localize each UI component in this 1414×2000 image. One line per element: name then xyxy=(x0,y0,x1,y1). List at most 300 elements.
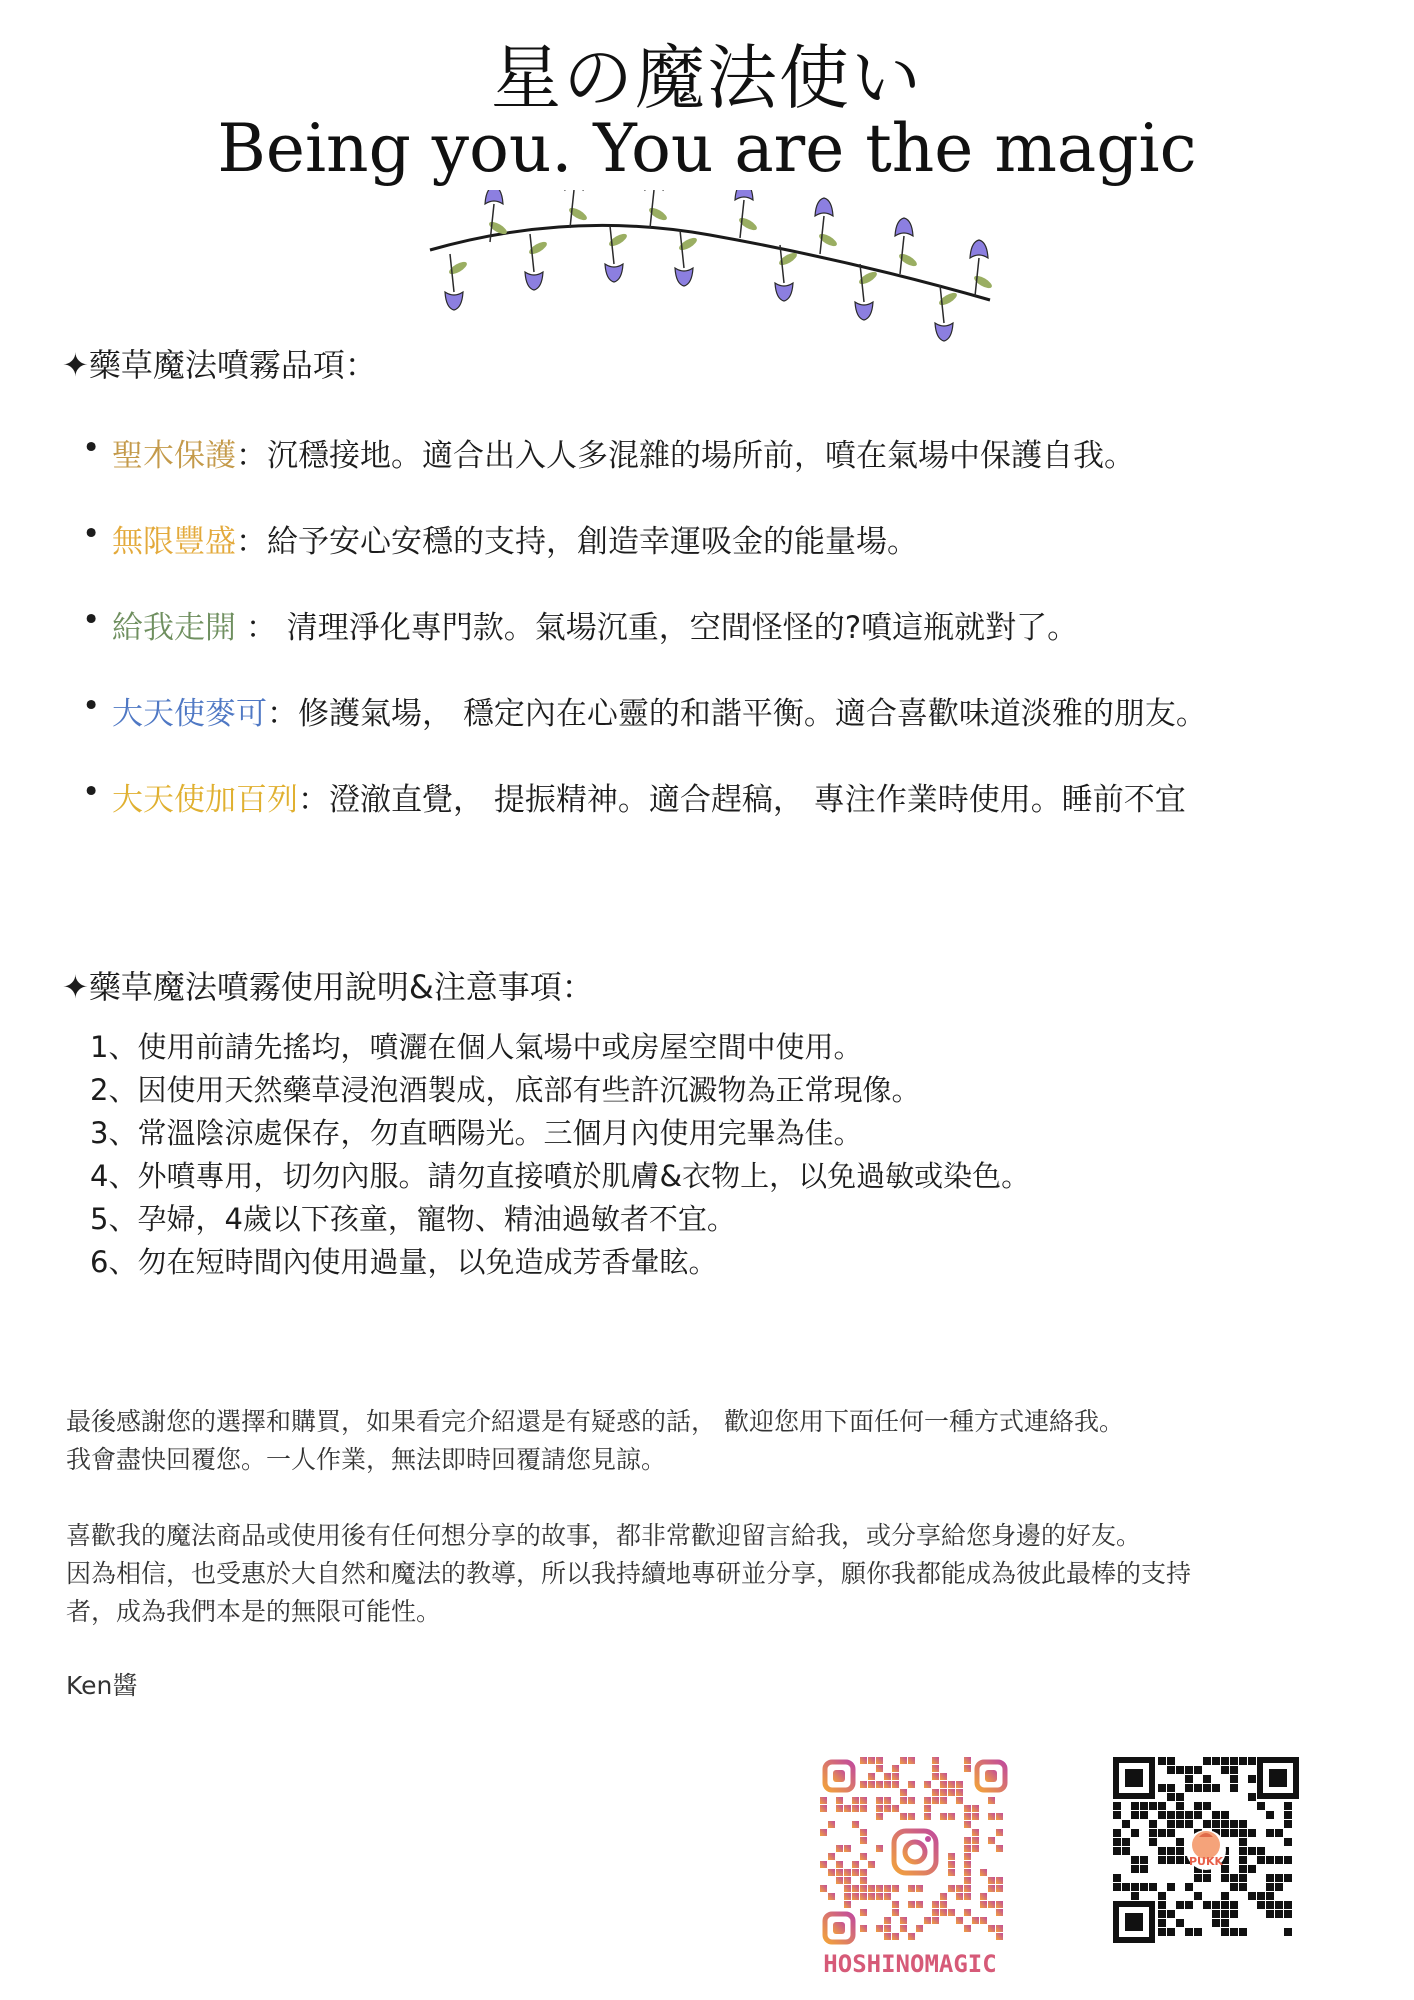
qr-module xyxy=(1221,1919,1229,1927)
qr-module xyxy=(1203,1784,1211,1792)
qr-module xyxy=(964,1925,971,1932)
instructions-list xyxy=(90,1025,1030,1283)
closing-line: 者，成為我們本是的無限可能性。 xyxy=(66,1597,442,1626)
qr-module xyxy=(996,1901,1003,1908)
qr-module xyxy=(948,1781,955,1788)
qr-module xyxy=(1284,1928,1292,1936)
qr-module xyxy=(988,1813,995,1820)
qr-module xyxy=(1167,1757,1175,1765)
qr-module xyxy=(860,1877,867,1884)
product-name: 大天使麥可 xyxy=(112,696,267,732)
product-name: 給我走開 xyxy=(112,610,236,646)
instruction-item: 6、勿在短時間內使用過量，以免造成芳香暈眩。 xyxy=(90,1245,718,1279)
qr-module xyxy=(852,1861,859,1868)
qr-module xyxy=(916,1925,923,1932)
qr-module xyxy=(884,1925,891,1932)
product-name: 無限豐盛 xyxy=(112,524,236,560)
qr-module xyxy=(1275,1883,1283,1891)
line-qr-code[interactable] xyxy=(1113,1757,1299,1943)
qr-module xyxy=(1149,1838,1157,1846)
qr-module xyxy=(1176,1901,1184,1909)
qr-module xyxy=(1230,1928,1238,1936)
qr-module xyxy=(1284,1874,1292,1882)
instruction-item: 4、外噴專用，切勿內服。請勿直接噴於肌膚&衣物上，以免過敏或染色。 xyxy=(90,1159,1031,1193)
qr-module xyxy=(1266,1874,1274,1882)
qr-module xyxy=(932,1901,939,1908)
qr-module xyxy=(1230,1883,1238,1891)
qr-module xyxy=(868,1885,875,1892)
qr-module xyxy=(868,1861,875,1868)
qr-module xyxy=(852,1885,859,1892)
qr-module xyxy=(1113,1802,1121,1810)
qr-module xyxy=(860,1885,867,1892)
qr-module xyxy=(844,1893,851,1900)
qr-module xyxy=(868,1757,875,1764)
qr-module xyxy=(1248,1865,1256,1873)
qr-module xyxy=(1221,1874,1229,1882)
qr-module xyxy=(884,1933,891,1940)
qr-module xyxy=(1158,1919,1166,1927)
qr-module xyxy=(996,1885,1003,1892)
qr-module xyxy=(964,1813,971,1820)
qr-module xyxy=(1266,1856,1274,1864)
qr-module xyxy=(1230,1901,1238,1909)
qr-module xyxy=(1194,1892,1202,1900)
qr-module xyxy=(860,1925,867,1932)
qr-module xyxy=(1113,1811,1121,1819)
qr-module xyxy=(1113,1883,1121,1891)
qr-module xyxy=(1149,1829,1157,1837)
qr-module xyxy=(972,1917,979,1924)
qr-module xyxy=(1230,1784,1238,1792)
qr-module xyxy=(892,1773,899,1780)
qr-module xyxy=(1221,1829,1229,1837)
qr-module xyxy=(972,1837,979,1844)
qr-module xyxy=(1194,1784,1202,1792)
qr-module xyxy=(972,1845,979,1852)
qr-module xyxy=(964,1805,971,1812)
qr-module xyxy=(1158,1811,1166,1819)
qr-module xyxy=(1230,1910,1238,1918)
qr-module xyxy=(836,1869,843,1876)
qr-module xyxy=(1248,1793,1256,1801)
qr-module xyxy=(940,1789,947,1796)
product-item xyxy=(82,602,1079,647)
bell-flower-shape xyxy=(970,240,988,258)
qr-module xyxy=(1266,1910,1274,1918)
qr-module xyxy=(1176,1820,1184,1828)
qr-module xyxy=(860,1805,867,1812)
qr-module xyxy=(932,1797,939,1804)
qr-module xyxy=(820,1885,827,1892)
qr-module xyxy=(1167,1910,1175,1918)
qr-module xyxy=(1221,1820,1229,1828)
closing-paragraph-1 xyxy=(66,1403,1366,1479)
qr-module xyxy=(1158,1901,1166,1909)
instructions-heading: ✦藥草魔法噴霧使用說明&注意事項： xyxy=(62,968,594,1006)
qr-module xyxy=(908,1797,915,1804)
qr-module xyxy=(940,1813,947,1820)
qr-module xyxy=(900,1917,907,1924)
qr-module xyxy=(1248,1892,1256,1900)
qr-module xyxy=(1212,1919,1220,1927)
qr-module xyxy=(900,1797,907,1804)
qr-module xyxy=(1257,1892,1265,1900)
qr-module xyxy=(1194,1811,1202,1819)
qr-module xyxy=(892,1805,899,1812)
product-desc: 清理淨化專門款。氣場沉重，空間怪怪的?噴這瓶就對了。 xyxy=(286,610,1079,646)
qr-module xyxy=(996,1909,1003,1916)
closing-line: 喜歡我的魔法商品或使用後有任何想分享的故事，都非常歡迎留言給我，或分享給您身邊的好友。 xyxy=(66,1521,1142,1550)
qr-module xyxy=(844,1805,851,1812)
qr-module xyxy=(948,1869,955,1876)
qr-module xyxy=(876,1893,883,1900)
qr-module xyxy=(1185,1901,1193,1909)
bell-flower-shape xyxy=(485,190,503,204)
bell-flower-shape xyxy=(445,292,463,310)
qr-module xyxy=(996,1813,1003,1820)
qr-module xyxy=(956,1789,963,1796)
qr-module xyxy=(876,1805,883,1812)
bullet-icon: • xyxy=(82,430,101,466)
qr-module xyxy=(1212,1784,1220,1792)
qr-module xyxy=(1113,1847,1121,1855)
qr-module xyxy=(900,1789,907,1796)
qr-module xyxy=(1158,1829,1166,1837)
closing-line: 因為相信，也受惠於大自然和魔法的教導，所以我持續地專研並分享，願你我都能成為彼此最棒的支持 xyxy=(66,1559,1192,1588)
qr-module xyxy=(1239,1847,1247,1855)
qr-module xyxy=(1176,1811,1184,1819)
closing-line: 最後感謝您的選擇和購買，如果看完介紹還是有疑惑的話， 歡迎您用下面任何一種方式連絡我。 xyxy=(66,1407,1124,1436)
qr-module xyxy=(1230,1874,1238,1882)
qr-module xyxy=(924,1781,931,1788)
qr-module xyxy=(932,1789,939,1796)
qr-module xyxy=(1194,1874,1202,1882)
product-desc: 沉穩接地。適合出入人多混雜的場所前，噴在氣場中保護自我。 xyxy=(267,438,1135,474)
qr-module xyxy=(876,1813,883,1820)
qr-module xyxy=(1176,1766,1184,1774)
qr-module xyxy=(1113,1874,1121,1882)
qr-module xyxy=(956,1781,963,1788)
qr-module xyxy=(820,1805,827,1812)
qr-module xyxy=(1221,1901,1229,1909)
qr-module xyxy=(932,1757,939,1764)
qr-module xyxy=(1194,1802,1202,1810)
qr-module xyxy=(996,1877,1003,1884)
qr-module xyxy=(1239,1874,1247,1882)
qr-module xyxy=(1140,1811,1148,1819)
qr-module xyxy=(836,1845,843,1852)
qr-module xyxy=(1284,1910,1292,1918)
qr-module xyxy=(908,1901,915,1908)
bell-flower-shape xyxy=(815,198,833,216)
qr-module xyxy=(860,1853,867,1860)
qr-module xyxy=(836,1805,843,1812)
qr-module xyxy=(996,1925,1003,1932)
qr-module xyxy=(1266,1811,1274,1819)
product-item xyxy=(82,516,918,561)
qr-module xyxy=(1248,1775,1256,1783)
qr-module xyxy=(1158,1856,1166,1864)
qr-module xyxy=(1257,1901,1265,1909)
qr-module xyxy=(932,1909,939,1916)
qr-module xyxy=(860,1829,867,1836)
qr-module xyxy=(956,1797,963,1804)
page-title-en: Being you. You are the magic xyxy=(217,110,1197,187)
qr-module xyxy=(868,1781,875,1788)
product-item xyxy=(82,688,1207,733)
qr-module xyxy=(860,1797,867,1804)
qr-module xyxy=(1203,1874,1211,1882)
qr-module xyxy=(1167,1811,1175,1819)
qr-module xyxy=(1167,1847,1175,1855)
qr-module xyxy=(1176,1802,1184,1810)
qr-module xyxy=(1131,1892,1139,1900)
qr-module xyxy=(1194,1928,1202,1936)
qr-module xyxy=(1230,1820,1238,1828)
qr-module xyxy=(884,1781,891,1788)
qr-module xyxy=(948,1789,955,1796)
qr-module xyxy=(956,1893,963,1900)
qr-module xyxy=(1194,1766,1202,1774)
qr-module xyxy=(908,1813,915,1820)
qr-module xyxy=(948,1861,955,1868)
qr-module xyxy=(844,1869,851,1876)
qr-module xyxy=(988,1901,995,1908)
qr-module xyxy=(1239,1838,1247,1846)
qr-module xyxy=(1203,1757,1211,1765)
qr-module xyxy=(972,1805,979,1812)
qr-module xyxy=(1131,1811,1139,1819)
qr-module xyxy=(980,1893,987,1900)
qr-module xyxy=(820,1861,827,1868)
qr-module xyxy=(940,1797,947,1804)
qr-module xyxy=(1185,1775,1193,1783)
qr-module xyxy=(940,1773,947,1780)
qr-module xyxy=(1275,1901,1283,1909)
qr-module xyxy=(924,1805,931,1812)
qr-module xyxy=(996,1933,1003,1940)
qr-module xyxy=(1266,1829,1274,1837)
qr-module xyxy=(1284,1820,1292,1828)
qr-module xyxy=(1239,1829,1247,1837)
qr-module xyxy=(1284,1901,1292,1909)
qr-module xyxy=(876,1797,883,1804)
product-name: 聖木保護 xyxy=(112,438,236,474)
qr-module xyxy=(868,1773,875,1780)
qr-module xyxy=(876,1765,883,1772)
qr-module xyxy=(860,1869,867,1876)
qr-module xyxy=(908,1757,915,1764)
qr-module xyxy=(1113,1829,1121,1837)
qr-module xyxy=(900,1813,907,1820)
qr-module xyxy=(924,1797,931,1804)
qr-module xyxy=(1167,1793,1175,1801)
qr-module xyxy=(964,1765,971,1772)
product-desc: 澄澈直覺， 提振精神。適合趕稿， 專注作業時使用。睡前不宜 xyxy=(329,782,1186,818)
bullet-icon: • xyxy=(82,602,101,638)
qr-module xyxy=(1266,1892,1274,1900)
qr-module xyxy=(948,1813,955,1820)
qr-module xyxy=(844,1845,851,1852)
qr-module xyxy=(892,1901,899,1908)
qr-module xyxy=(964,1909,971,1916)
qr-module xyxy=(940,1781,947,1788)
product-desc: 修護氣場， 穩定內在心靈的和諧平衡。適合喜歡味道淡雅的朋友。 xyxy=(298,696,1207,732)
qr-module xyxy=(1275,1874,1283,1882)
qr-module xyxy=(1158,1910,1166,1918)
qr-module xyxy=(1149,1820,1157,1828)
closing-paragraph-2 xyxy=(66,1517,1366,1631)
qr-module xyxy=(828,1893,835,1900)
qr-module xyxy=(908,1781,915,1788)
qr-module xyxy=(1158,1892,1166,1900)
bell-flower-shape xyxy=(855,302,873,320)
qr-module xyxy=(1167,1856,1175,1864)
qr-module xyxy=(1284,1838,1292,1846)
qr-module xyxy=(828,1869,835,1876)
qr-module xyxy=(852,1797,859,1804)
qr-module xyxy=(1239,1820,1247,1828)
instruction-item: 1、使用前請先搖均，噴灑在個人氣場中或房屋空間中使用。 xyxy=(90,1030,863,1064)
product-sep: ： xyxy=(236,610,287,646)
qr-module xyxy=(1113,1838,1121,1846)
qr-module xyxy=(964,1845,971,1852)
product-sep: ： xyxy=(236,524,267,560)
qr-module xyxy=(1185,1766,1193,1774)
instagram-qr-code[interactable] xyxy=(820,1757,1010,1947)
qr-module xyxy=(844,1901,851,1908)
qr-module xyxy=(988,1837,995,1844)
qr-module xyxy=(1230,1757,1238,1765)
qr-module xyxy=(860,1893,867,1900)
qr-module xyxy=(964,1837,971,1844)
qr-module xyxy=(868,1893,875,1900)
bell-flower-shape xyxy=(935,323,953,341)
qr-module xyxy=(1212,1910,1220,1918)
page-title-jp: 星の魔法使い xyxy=(491,37,923,119)
qr-module xyxy=(1158,1784,1166,1792)
bell-flower-shape xyxy=(735,190,753,200)
qr-module xyxy=(1185,1820,1193,1828)
qr-module xyxy=(860,1757,867,1764)
instagram-handle: HOSHINOMAGIC xyxy=(823,1950,997,1978)
qr-module xyxy=(996,1845,1003,1852)
qr-module xyxy=(892,1885,899,1892)
product-desc: 給予安心安穩的支持，創造幸運吸金的能量場。 xyxy=(267,524,918,560)
qr-module xyxy=(1176,1856,1184,1864)
qr-module xyxy=(836,1877,843,1884)
qr-module xyxy=(884,1805,891,1812)
bell-flower-shape xyxy=(675,268,693,286)
qr-module xyxy=(852,1821,859,1828)
qr-module xyxy=(1221,1766,1229,1774)
qr-module xyxy=(876,1925,883,1932)
product-name: 大天使加百列 xyxy=(112,782,298,818)
qr-module xyxy=(980,1901,987,1908)
qr-module xyxy=(1266,1883,1274,1891)
qr-module xyxy=(1221,1910,1229,1918)
products-heading: ✦藥草魔法噴霧品項： xyxy=(62,346,377,384)
qr-module xyxy=(1131,1802,1139,1810)
qr-module xyxy=(1212,1757,1220,1765)
qr-module xyxy=(1131,1865,1139,1873)
instruction-item: 2、因使用天然藥草浸泡酒製成，底部有些許沉澱物為正常現像。 xyxy=(90,1073,921,1107)
qr-module xyxy=(956,1885,963,1892)
qr-module xyxy=(1176,1838,1184,1846)
qr-module xyxy=(820,1797,827,1804)
qr-module xyxy=(860,1837,867,1844)
qr-module xyxy=(1239,1757,1247,1765)
bullet-icon: • xyxy=(82,774,101,810)
qr-module xyxy=(1239,1883,1247,1891)
qr-module xyxy=(980,1917,987,1924)
qr-module xyxy=(1140,1802,1148,1810)
mascot-label: PUKK xyxy=(1188,1855,1224,1868)
qr-module xyxy=(1167,1820,1175,1828)
product-item xyxy=(82,774,1186,819)
qr-module xyxy=(1167,1829,1175,1837)
qr-module xyxy=(884,1773,891,1780)
qr-module xyxy=(1131,1883,1139,1891)
qr-module xyxy=(1221,1928,1229,1936)
signature: Ken醬 xyxy=(66,1671,138,1700)
qr-module xyxy=(820,1829,827,1836)
qr-module xyxy=(1158,1757,1166,1765)
qr-module xyxy=(852,1805,859,1812)
bullet-icon: • xyxy=(82,516,101,552)
qr-module xyxy=(964,1861,971,1868)
qr-module xyxy=(964,1821,971,1828)
qr-module xyxy=(1212,1820,1220,1828)
qr-module xyxy=(1275,1829,1283,1837)
qr-module xyxy=(884,1917,891,1924)
qr-module xyxy=(1122,1883,1130,1891)
instruction-item: 3、常溫陰涼處保存，勿直晒陽光。三個月內使用完畢為佳。 xyxy=(90,1116,863,1150)
qr-module xyxy=(964,1885,971,1892)
qr-module xyxy=(1140,1865,1148,1873)
qr-module xyxy=(932,1765,939,1772)
qr-module xyxy=(1131,1856,1139,1864)
qr-module xyxy=(1212,1811,1220,1819)
qr-module xyxy=(884,1893,891,1900)
qr-module xyxy=(1203,1901,1211,1909)
qr-module xyxy=(964,1869,971,1876)
qr-module xyxy=(908,1933,915,1940)
qr-module xyxy=(924,1813,931,1820)
qr-module xyxy=(940,1909,947,1916)
qr-module xyxy=(940,1901,947,1908)
bell-flower-shape xyxy=(525,272,543,290)
qr-module xyxy=(932,1773,939,1780)
bell-flower-shape xyxy=(895,218,913,236)
qr-module xyxy=(916,1885,923,1892)
product-sep: ： xyxy=(298,782,329,818)
qr-module xyxy=(916,1901,923,1908)
qr-module xyxy=(1167,1928,1175,1936)
qr-module xyxy=(828,1853,835,1860)
product-sep: ： xyxy=(236,438,267,474)
bullet-icon: • xyxy=(82,688,101,724)
qr-module xyxy=(972,1829,979,1836)
qr-module xyxy=(1248,1847,1256,1855)
qr-module xyxy=(1149,1802,1157,1810)
qr-module xyxy=(1140,1883,1148,1891)
flower-garland-illustration xyxy=(420,190,1000,350)
qr-module xyxy=(1266,1901,1274,1909)
qr-module xyxy=(964,1853,971,1860)
qr-module xyxy=(972,1813,979,1820)
